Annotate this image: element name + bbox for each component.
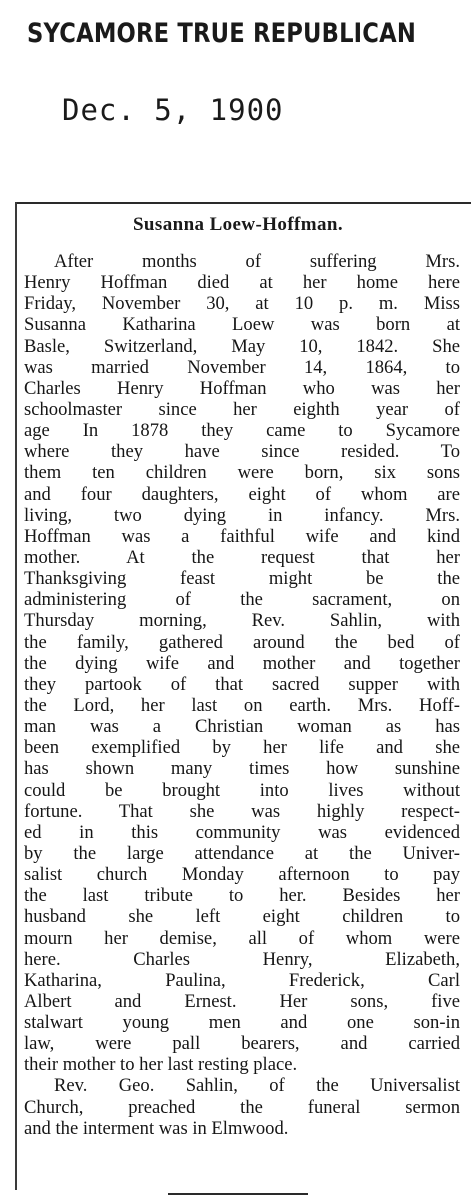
article-line: was married November 14, 1864, to <box>24 356 460 378</box>
article-line: fortune. That she was highly respect- <box>24 800 460 822</box>
article-line: Thanksgiving feast might be the <box>24 568 460 590</box>
article-line: by the large attendance at the Univer- <box>24 842 460 864</box>
article-line: Susanna Katharina Loew was born at <box>24 314 460 336</box>
article-end-rule <box>168 1193 308 1195</box>
article-line: Katharina, Paulina, Frederick, Carl <box>24 969 460 991</box>
article-line: Basle, Switzerland, May 10, 1842. She <box>24 335 460 357</box>
article-line: their mother to her last resting place. <box>24 1054 298 1076</box>
newspaper-masthead: SYCAMORE TRUE REPUBLICAN <box>27 18 416 49</box>
article-line: stalwart young men and one son-in <box>24 1012 460 1034</box>
article-body <box>24 251 460 1139</box>
article-line: mourn her demise, all of whom were <box>24 927 460 949</box>
article-line: and the interment was in Elmwood. <box>24 1117 289 1139</box>
article-line: Henry Hoffman died at her home here <box>24 272 460 294</box>
article-line: has shown many times how sunshine <box>24 758 460 780</box>
article-line: man was a Christian woman as has <box>24 716 460 738</box>
article-line: salist church Monday afternoon to pay <box>24 864 460 886</box>
article-line: them ten children were born, six sons <box>24 462 460 484</box>
publication-date: Dec. 5, 1900 <box>62 93 284 127</box>
article-line: administering of the sacrament, on <box>24 589 460 611</box>
article-line: the last tribute to her. Besides her <box>24 885 460 907</box>
article-line: been exemplified by her life and she <box>24 737 460 759</box>
article-line: schoolmaster since her eighth year of <box>24 398 460 420</box>
article-line: they partook of that sacred supper with <box>24 673 460 695</box>
article-line: Hoffman was a faithful wife and kind <box>24 525 460 547</box>
article-line: where they have since resided. To <box>24 441 460 463</box>
article-line: Friday, November 30, at 10 p. m. Miss <box>24 293 460 315</box>
article-line: here. Charles Henry, Elizabeth, <box>24 948 460 970</box>
article-line: Albert and Ernest. Her sons, five <box>24 990 460 1012</box>
column-left-rule <box>15 202 17 1190</box>
article-line: the Lord, her last on earth. Mrs. Hoff- <box>24 694 460 716</box>
article-line: law, were pall bearers, and carried <box>24 1033 460 1055</box>
article-line: mother. At the request that her <box>24 546 460 568</box>
article-line: After months of suffering Mrs. <box>54 251 460 272</box>
article-headline: Susanna Loew-Hoffman. <box>132 214 344 235</box>
article-line: Church, preached the funeral sermon <box>24 1096 460 1118</box>
article-line: Thursday morning, Rev. Sahlin, with <box>24 610 460 632</box>
article-line: Rev. Geo. Sahlin, of the Universalist <box>54 1075 460 1097</box>
article-line: living, two dying in infancy. Mrs. <box>24 504 460 526</box>
article-line: Charles Henry Hoffman who was her <box>24 377 460 399</box>
article-line: the dying wife and mother and together <box>24 652 460 674</box>
article-line: husband she left eight children to <box>24 906 460 928</box>
article-line: the family, gathered around the bed of <box>24 631 460 653</box>
article-line: age In 1878 they came to Sycamore <box>24 420 460 442</box>
article-line: ed in this community was evidenced <box>24 821 460 843</box>
article-line: and four daughters, eight of whom are <box>24 483 460 505</box>
column-top-rule <box>15 202 471 204</box>
article-line: could be brought into lives without <box>24 779 460 801</box>
